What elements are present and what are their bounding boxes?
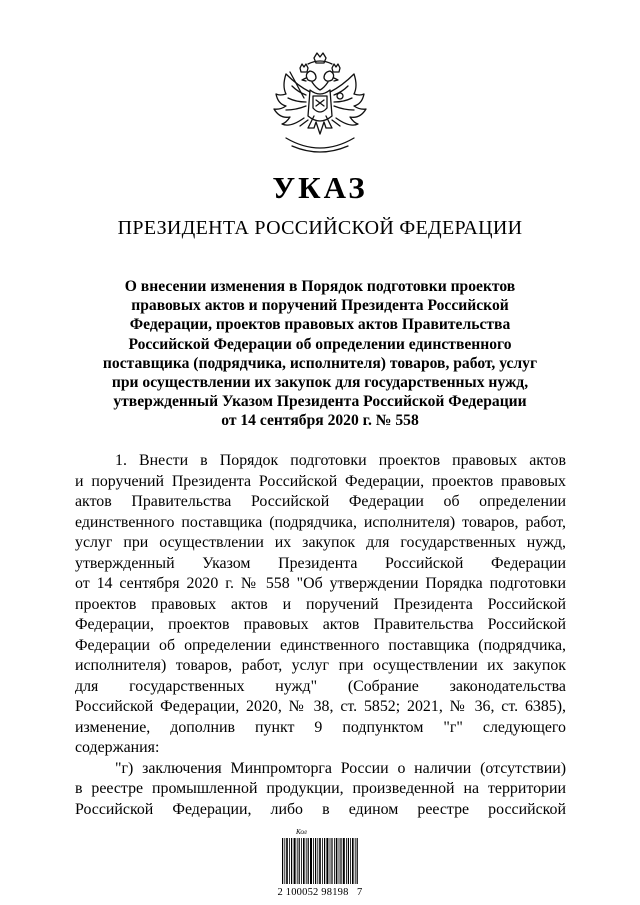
- barcode-icon: [282, 838, 358, 884]
- body-line: и поручений Президента Российской Федерации, проектов правовых: [75, 472, 566, 490]
- heading-line: поставщика (подрядчика, исполнителя) товаров, работ, услуг: [102, 354, 538, 372]
- body-line: "г) заключения Минпромторга России о наличии (отсутствии): [115, 759, 566, 777]
- document-body: [75, 451, 566, 820]
- body-line: актов Правительства Российской Федерации об определении: [75, 493, 566, 510]
- body-line: от 14 сентября 2020 г. № 558 "Об утверждении Порядка подготовки: [75, 575, 566, 592]
- body-line: Федерации, проектов правовых актов Правительства Российской: [75, 616, 566, 633]
- document-footer: [260, 828, 380, 900]
- heading-line: утвержденный Указом Президента Российской Федерации: [113, 393, 527, 411]
- document-heading: [88, 277, 552, 431]
- body-line: проектов правовых актов и поручений Президента Российской: [75, 595, 566, 613]
- body-line: исполнителя) товаров, работ, услуг при осуществлении их закупок: [75, 657, 566, 674]
- body-line: единственного поставщика (подрядчика, исполнителя) товаров, работ,: [75, 513, 566, 531]
- heading-line: правовых актов и поручений Президента Российской: [131, 297, 509, 315]
- body-line: для государственных нужд" (Собрание законодательства: [75, 677, 566, 695]
- heading-line: Российской Федерации об определении единственного: [128, 335, 512, 353]
- body-line: Российской Федерации, 2020, № 38, ст. 5852; 2021, № 36, ст. 6385),: [75, 698, 566, 715]
- heading-line: О внесении изменения в Порядок подготовки проектов: [124, 278, 516, 295]
- heading-line: Федерации, проектов правовых актов Правительства: [129, 316, 511, 334]
- body-line: Федерации об определении единственного поставщика (подрядчика,: [75, 636, 566, 654]
- barcode-number: 2 100052 98198 7: [277, 887, 363, 898]
- body-line: утвержденный Указом Президента Российской Федерации: [75, 554, 566, 572]
- body-line: изменение, дополнив пункт 9 подпунктом "г" следующего: [75, 718, 566, 736]
- document-title: УКАЗ: [272, 170, 368, 205]
- body-line: услуг при осуществлении их закупок для государственных нужд,: [75, 534, 566, 551]
- body-line: содержания:: [75, 739, 160, 756]
- heading-line: при осуществлении их закупок для государственных нужд,: [111, 374, 529, 392]
- emblem: [270, 50, 370, 162]
- body-line: 1. Внести в Порядок подготовки проектов правовых актов: [115, 452, 566, 469]
- document-subtitle: ПРЕЗИДЕНТА РОССИЙСКОЙ ФЕДЕРАЦИИ: [117, 217, 523, 239]
- coat-of-arms-icon: [270, 50, 370, 162]
- heading-line: от 14 сентября 2020 г. № 558: [221, 412, 419, 430]
- body-line: в реестре промышленной продукции, произведенной на территории: [75, 780, 566, 797]
- body-line: Российской Федерации, либо в едином реестре российской: [75, 800, 566, 818]
- footer-mark: Кол: [296, 828, 307, 836]
